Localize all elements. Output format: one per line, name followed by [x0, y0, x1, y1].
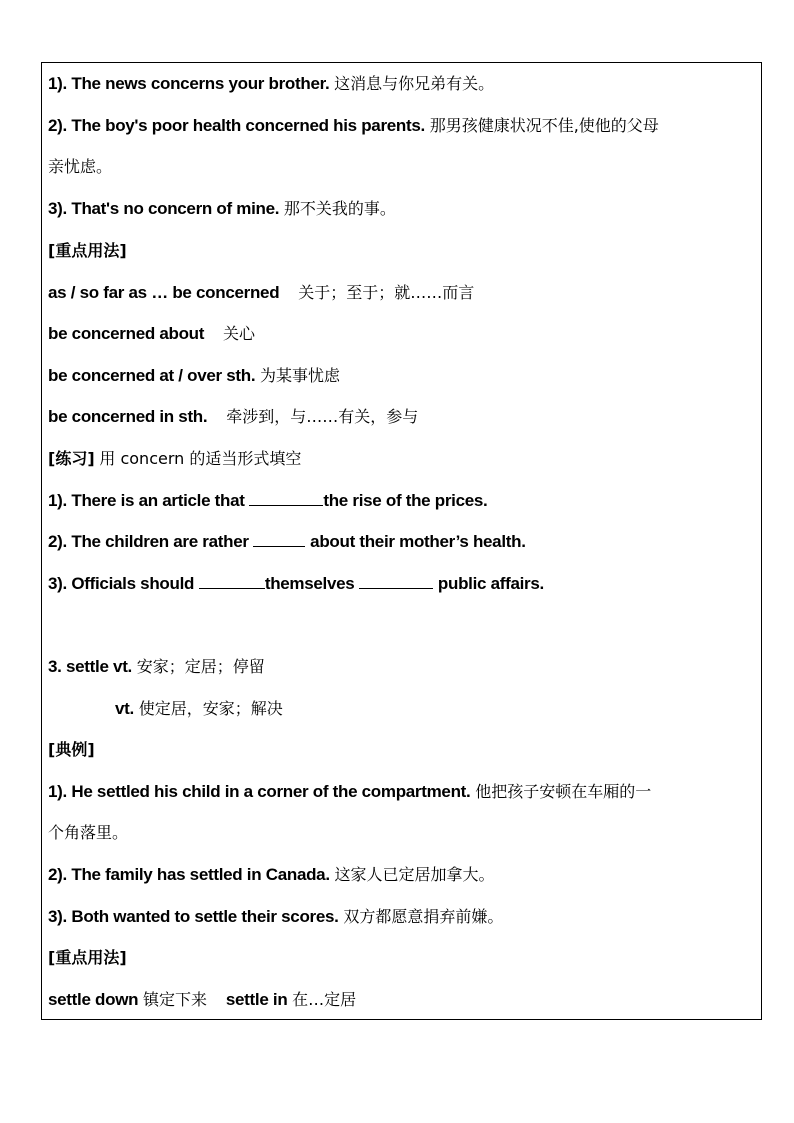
usage-item: be concerned in sth. 牵涉到，与……有关，参与 — [48, 407, 419, 426]
practice-heading: [练习] 用 concern 的适当形式填空 — [48, 449, 302, 468]
settle-example-3: 3). Both wanted to settle their scores. 双方都愿意捐弃前嫌。 — [48, 907, 504, 926]
answer-blank[interactable] — [253, 531, 305, 547]
settle-example-1: 1). He settled his child in a corner of the compartment. 他把孩子安顿在车厢的一 — [48, 782, 652, 801]
answer-blank[interactable] — [249, 490, 323, 506]
settle-sense-2: vt. 使定居，安家；解决 — [115, 699, 283, 718]
settle-usage-heading: [重点用法] — [48, 948, 127, 967]
usage-item: be concerned about 关心 — [48, 324, 256, 343]
key-usage-heading: [重点用法] — [48, 241, 127, 260]
settle-usages: settle down 镇定下来 settle in 在…定居 — [48, 990, 357, 1009]
concern-example-1: 1). The news concerns your brother. 这消息与你兄弟有关。 — [48, 74, 495, 93]
concern-example-3: 3). That's no concern of mine. 那不关我的事。 — [48, 199, 396, 218]
examples-heading: [典例] — [48, 740, 95, 759]
settle-headword: 3. settle vt. 安家；定居；停留 — [48, 657, 265, 676]
settle-example-2: 2). The family has settled in Canada. 这家人已定居加拿大。 — [48, 865, 495, 884]
usage-item: as / so far as … be concerned 关于；至于；就……而言 — [48, 283, 475, 302]
concern-example-2: 2). The boy's poor health concerned his parents. 那男孩健康状况不佳,使他的父母 — [48, 116, 659, 135]
usage-item: be concerned at / over sth. 为某事忧虑 — [48, 366, 341, 385]
answer-blank[interactable] — [199, 573, 265, 589]
answer-blank[interactable] — [359, 573, 433, 589]
practice-question-2: 2). The children are rather about their mother’s health. — [48, 532, 526, 551]
practice-question-3: 3). Officials should themselves public affairs. — [48, 574, 544, 593]
settle-example-1-cont: 个角落里。 — [48, 823, 129, 842]
practice-question-1: 1). There is an article that the rise of the prices. — [48, 491, 488, 510]
concern-example-2-cont: 亲忧虑。 — [48, 157, 113, 176]
